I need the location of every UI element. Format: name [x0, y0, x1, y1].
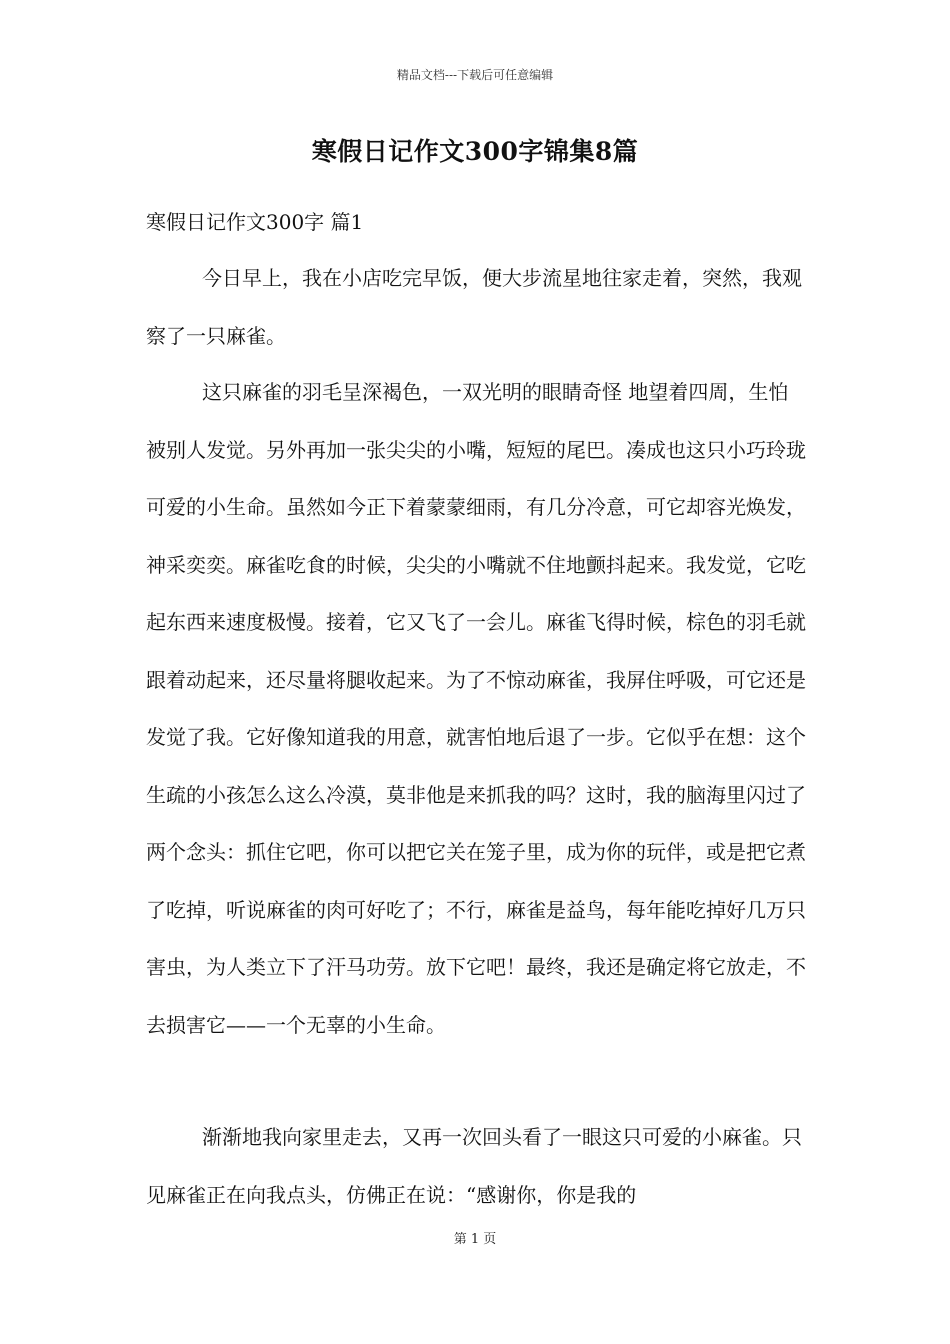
- paragraph: 这只麻雀的羽毛呈深褐色，一双光明的眼睛奇怪 地望着四周，生怕被别人发觉。另外再加一张尖尖的小嘴，短短的尾巴。凑成也这只小巧玲珑可爱的小生命。虽然如今正下着蒙蒙细雨，有几分冷意，可它却容光焕发，神采奕奕。麻雀吃食的时候，尖尖的小嘴就不住地颤抖起来。我发觉，它吃起东西来速度极慢。接着，它又飞了一会儿。麻雀飞得时候，棕色的羽毛就跟着动起来，还尽量将腿收起来。为了不惊动麻雀，我屏住呼吸，可它还是发觉了我。它好像知道我的用意，就害怕地后退了一步。它似乎在想：这个生疏的小孩怎么这么冷漠，莫非他是来抓我的吗？这时，我的脑海里闪过了两个念头：抓住它吧，你可以把它关在笼子里，成为你的玩伴，或是把它煮了吃掉，听说麻雀的肉可好吃了；不行，麻雀是益鸟，每年能吃掉好几万只害虫，为人类立下了汗马功劳。放下它吧！最终，我还是确定将它放走，不去损害它——一个无辜的小生命。: [146, 380, 806, 1037]
- paragraph-2-block: [146, 364, 806, 1054]
- header-note: 精品文档---下载后可任意编辑: [396, 68, 554, 82]
- paragraph-1-block: [146, 250, 806, 365]
- page-number: 第 1 页: [453, 1232, 497, 1247]
- section-heading: 寒假日记作文300字 篇1: [146, 210, 364, 234]
- paragraph: 渐渐地我向家里走去，又再一次回头看了一眼这只可爱的小麻雀。只见麻雀正在向我点头，仿佛正在说：“感谢你，你是我的: [146, 1125, 802, 1207]
- paragraph: 今日早上，我在小店吃完早饭，便大步流星地往家走着，突然，我观察了一只麻雀。: [146, 266, 802, 348]
- document-title: 寒假日记作文300字锦集8篇: [311, 137, 639, 166]
- paragraph-3-block: [146, 1109, 806, 1224]
